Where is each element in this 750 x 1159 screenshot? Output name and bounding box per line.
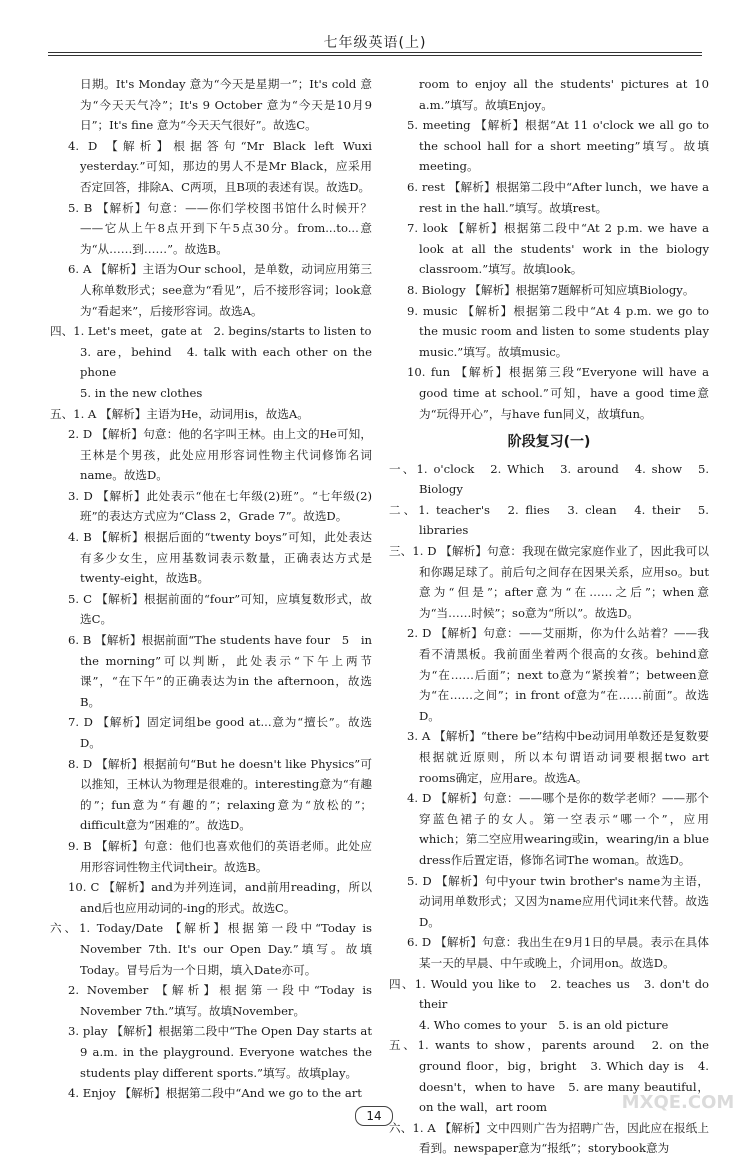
answer-paragraph: 6. A 【解析】主语为Our school，是单数，动词应用第三人称单数形式；see意为“看见”，后不接形容词；look意为“看起来”，后接形容词。故选A。 bbox=[68, 262, 372, 318]
header-rule bbox=[48, 52, 702, 53]
answer-paragraph: 二、1. teacher's 2. flies 3. clean 4. their 5. libraries bbox=[389, 502, 709, 538]
answer-paragraph: 10. fun 【解析】根据第三段“Everyone will have a good time at school.”可知，have a good time意为“玩得开心”，与have fun同义，故填fun。 bbox=[407, 365, 709, 421]
answer-paragraph: 9. B 【解析】句意：他们也喜欢他们的英语老师。此处应用形容词性物主代词their。故选B。 bbox=[68, 838, 372, 874]
answer-paragraph: 7. D 【解析】固定词组be good at...意为“擅长”。故选D。 bbox=[68, 715, 372, 750]
answer-paragraph: 6. B 【解析】根据前面“The students have four 5 in the morning”可以判断，此处表示“下午上两节课”，“在下午”的正确表达为in the afternoon，故选B。 bbox=[68, 633, 372, 709]
section-title: 阶段复习(一) bbox=[507, 434, 591, 451]
answer-paragraph: 3. D 【解析】此处表示“他在七年级(2)班”。“七年级(2)班”的表达方式应为“Class 2，Grade 7”。故选D。 bbox=[68, 488, 372, 524]
answer-paragraph: 4. B 【解析】根据后面的“twenty boys”可知，此处表达有多少女生，应用基数词表示数量，正确表达方式是twenty-eight，故选B。 bbox=[68, 530, 372, 586]
page-number: 14 bbox=[355, 1106, 393, 1126]
answer-paragraph: 6. D 【解析】句意：我出生在9月1日的早晨。表示在具体某一天的早晨、中午或晚上，介词用on。故选D。 bbox=[407, 935, 709, 970]
page-header bbox=[48, 30, 702, 58]
watermark-logo bbox=[618, 1076, 738, 1124]
right-column-answers bbox=[389, 74, 709, 424]
answer-paragraph: 2. D 【解析】句意：他的名字叫王林。由上文的He可知，王林是个男孩，此处应用形容词性物主代词修饰名词name。故选D。 bbox=[68, 427, 372, 483]
answer-paragraph: 2. November 【解析】根据第一段中“Today is November 7th.”填写。故填November。 bbox=[68, 983, 372, 1018]
answer-paragraph: 4. D 【解析】根据答句“Mr Black left Wuxi yesterday.”可知，那边的男人不是Mr Black，应采用否定回答，排除A、C两项，且B项的表述有误。故选D。 bbox=[68, 138, 372, 194]
answer-paragraph: 5. meeting 【解析】根据“At 11 o'clock we all go to the school hall for a short meeting”填写。故填meeting。 bbox=[407, 118, 709, 174]
answer-paragraph: 日期。It's Monday 意为“今天是星期一”；It's cold 意为“今天天气冷”；It's 9 October 意为“今天是10月9日”；It's fine 意为“今天天气很好”。故选C。 bbox=[80, 77, 372, 133]
answer-paragraph: 四、1. Would you like to 2. teaches us 3. don't do their bbox=[389, 976, 709, 1012]
answer-paragraph: 3. A 【解析】“there be”结构中be动词用单数还是复数要根据就近原则，所以本句谓语动词要根据two art rooms确定，应用are。故选A。 bbox=[407, 729, 709, 785]
answer-paragraph: 2. D 【解析】句意：——艾丽斯，你为什么站着？——我看不清黑板。我前面坐着两个很高的女孩。behind意为“在……后面”；next to意为“紧挨着”；between意为“在……之间”；in front of意为“在……前面”。故选D。 bbox=[407, 626, 709, 723]
answer-paragraph: 5. C 【解析】根据前面的“four”可知，应填复数形式，故选C。 bbox=[68, 591, 372, 627]
right-column bbox=[389, 74, 709, 1159]
answer-paragraph: 六、1. A 【解析】文中四则广告为招聘广告，因此应在报纸上看到。newspaper意为“报纸”；storybook意为 bbox=[389, 1120, 709, 1156]
answer-paragraph: 3. are，behind 4. talk with each other on the phone bbox=[80, 344, 372, 380]
left-column bbox=[50, 74, 372, 1104]
header-rule-second bbox=[48, 55, 702, 56]
answer-paragraph: 3. play 【解析】根据第二段中“The Open Day starts at 9 a.m. in the playground. Everyone watches the students play different sports.”填写。故填play。 bbox=[68, 1024, 372, 1080]
answer-paragraph: 8. D 【解析】根据前句“But he doesn't like Physics”可以推知，王林认为物理是很难的。interesting意为“有趣的”；fun意为“有趣的”；relaxing意为“放松的”；difficult意为“困难的”。故选D。 bbox=[68, 756, 372, 833]
answer-paragraph: 一、1. o'clock 2. Which 3. around 4. show 5. Biology bbox=[389, 461, 709, 497]
book-title: 七年级英语(上) bbox=[323, 35, 427, 51]
answer-paragraph: 8. Biology 【解析】根据第7题解析可知应填Biology。 bbox=[407, 282, 695, 297]
answer-paragraph: 4. Who comes to your 5. is an old picture bbox=[419, 1017, 669, 1032]
answer-paragraph: 五、1. wants to show，parents around 2. on the ground floor，big，bright 3. Which day is 4. doesn't，when to have 5. are many beautiful，on the wall，art room bbox=[389, 1038, 709, 1115]
answer-paragraph: 6. rest 【解析】根据第二段中“After lunch，we have a rest in the hall.”填写。故填rest。 bbox=[407, 179, 709, 215]
answer-paragraph: 9. music 【解析】根据第二段中“At 4 p.m. we go to the music room and listen to some students play music.”填写。故填music。 bbox=[407, 303, 709, 359]
answer-paragraph: 四、1. Let's meet，gate at 2. begins/starts to listen to bbox=[50, 324, 372, 339]
review-answers bbox=[389, 459, 709, 1159]
answer-paragraph: 5. D 【解析】句中your twin brother's name为主语，动词用单数形式；又因为name应用代词it来代替。故选D。 bbox=[407, 873, 709, 929]
answer-paragraph: 4. D 【解析】句意：——哪个是你的数学老师？——那个穿蓝色裙子的女人。第一空表示“哪一个”，应用which；第二空应用wearing或in，wearing/in a blue dress作后置定语，修饰名词The woman。故选D。 bbox=[407, 791, 709, 867]
answer-paragraph: 5. B 【解析】句意：——你们学校图书馆什么时候开？——它从上午8点开到下午5点30分。from...to...意为“从……到……”。故选B。 bbox=[68, 200, 372, 256]
answer-paragraph: 五、1. A 【解析】主语为He，动词用is，故选A。 bbox=[50, 406, 309, 421]
answer-paragraph: 4. Enjoy 【解析】根据第二段中“And we go to the art bbox=[68, 1086, 362, 1101]
answer-paragraph: 10. C 【解析】and为并列连词，and前用reading，所以and后也应用动词的-ing的形式。故选C。 bbox=[68, 880, 372, 915]
answer-paragraph: room to enjoy all the students' pictures at 10 a.m.”填写。故填Enjoy。 bbox=[419, 77, 709, 112]
answer-paragraph: 7. look 【解析】根据第二段中“At 2 p.m. we have a look at all the students' work in the biology classroom.”填写。故填look。 bbox=[407, 221, 709, 277]
answer-paragraph: 5. in the new clothes bbox=[80, 385, 203, 400]
answer-paragraph: 六、1. Today/Date 【解析】根据第一段中“Today is November 7th. It's our Open Day.”填写。故填Today。冒号后为一个日期，填入Date亦可。 bbox=[50, 921, 372, 977]
answer-paragraph: 三、1. D 【解析】句意：我现在做完家庭作业了，因此我可以和你踢足球了。前后句之间存在因果关系，应用so。but意为“但是”；after意为“在……之后”；when意为“当……时候”；so意为“所以”。故选D。 bbox=[389, 544, 709, 620]
svg-text:MXQE.COM: MXQE.COM bbox=[621, 1092, 735, 1113]
